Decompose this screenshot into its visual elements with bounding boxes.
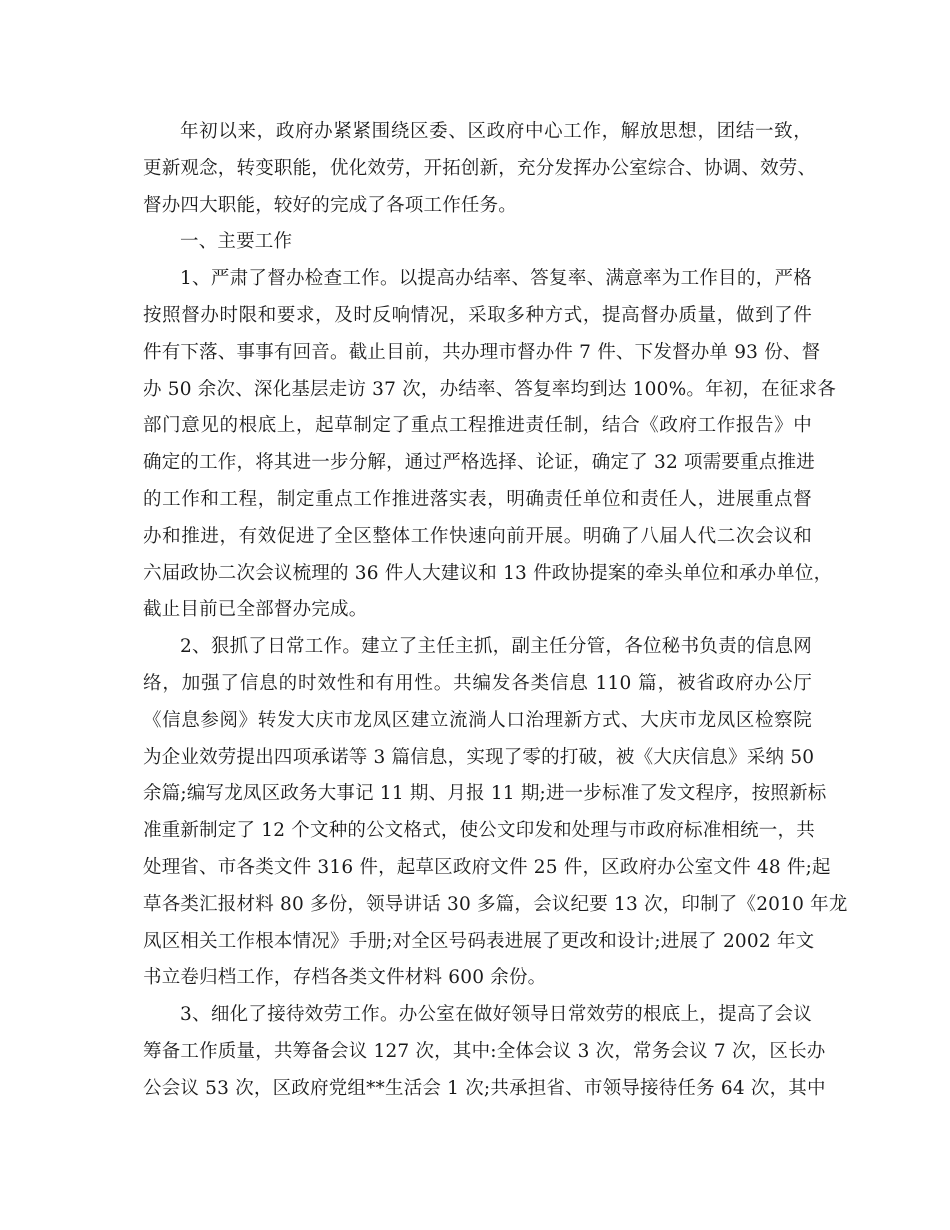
text-line: 督办四大职能，较好的完成了各项工作任务。 (143, 194, 518, 216)
text-line: 草各类汇报材料 80 多份，领导讲话 30 多篇，会议纪要 13 次，印制了《2010 年龙 (143, 893, 848, 915)
text-line: 确定的工作，将其进一步分解，通过严格选择、论证，确定了 32 项需要重点推进 (143, 452, 815, 474)
heading-text: 一、主要工作 (180, 231, 293, 253)
text-line: 件有下落、事事有回音。截止目前，共办理市督办件 7 件、下发督办单 93 份、督 (143, 341, 821, 363)
text-line: 准重新制定了 12 个文种的公文格式，使公文印发和处理与市政府标准相统一，共 (143, 820, 815, 842)
text-line: 处理省、市各类文件 316 件，起草区政府文件 25 件，区政府办公室文件 48 件;起 (143, 856, 831, 878)
text-line: 筹备工作质量，共筹备会议 127 次，其中:全体会议 3 次，常务会议 7 次，区长办 (143, 1040, 826, 1062)
text-line: 的工作和工程，制定重点工作推进落实表，明确责任单位和责任人，进展重点督 (143, 488, 812, 510)
text-line: 部门意见的根底上，起草制定了重点工程推进责任制，结合《政府工作报告》中 (143, 415, 812, 437)
document-body (143, 114, 848, 1108)
text-line: 办和推进，有效促进了全区整体工作快速向前开展。明确了八届人代二次会议和 (143, 525, 812, 547)
section-heading-main-work (143, 224, 812, 261)
text-line: 书立卷归档工作，存档各类文件材料 600 余份。 (143, 967, 547, 989)
paragraph-item-2 (143, 629, 848, 997)
text-line: 办 50 余次、深化基层走访 37 次，办结率、答复率均到达 100%。年初，在征求各 (143, 378, 836, 400)
text-line: 截止目前已全部督办完成。 (143, 599, 368, 621)
text-line: 年初以来，政府办紧紧围绕区委、区政府中心工作，解放思想，团结一致， (180, 121, 812, 142)
text-line: 络，加强了信息的时效性和有用性。共编发各类信息 110 篇，被省政府办公厅 (143, 672, 812, 694)
text-line: 2、狠抓了日常工作。建立了主任主抓，副主任分管，各位秘书负责的信息网 (180, 636, 812, 658)
text-line: 凤区相关工作根本情况》手册;对全区号码表进展了更改和设计;进展了 2002 年文 (143, 930, 815, 952)
paragraph-intro (143, 114, 817, 224)
text-line: 更新观念，转变职能，优化效劳，开拓创新，充分发挥办公室综合、协调、效劳、 (143, 157, 817, 179)
text-line: 六届政协二次会议梳理的 36 件人大建议和 13 件政协提案的牵头单位和承办单位， (143, 562, 833, 584)
text-line: 按照督办时限和要求，及时反响情况，采取多种方式，提高督办质量，做到了件 (143, 304, 812, 326)
text-line: 《信息参阅》转发大庆市龙凤区建立流淌人口治理新方式、大庆市龙凤区检察院 (143, 709, 812, 731)
text-line: 1、严肃了督办检查工作。以提高办结率、答复率、满意率为工作目的，严格 (180, 268, 812, 290)
paragraph-item-3 (143, 997, 826, 1107)
text-line: 公会议 53 次，区政府党组**生活会 1 次;共承担省、市领导接待任务 64 次，其中 (143, 1077, 826, 1099)
text-line: 为企业效劳提出四项承诺等 3 篇信息，实现了零的打破，被《大庆信息》采纳 50 (143, 746, 815, 768)
text-line: 3、细化了接待效劳工作。办公室在做好领导日常效劳的根底上，提高了会议 (180, 1004, 812, 1026)
paragraph-item-1 (143, 261, 836, 629)
text-line: 余篇;编写龙凤区政务大事记 11 期、月报 11 期;进一步标准了发文程序，按照新标 (143, 783, 827, 805)
